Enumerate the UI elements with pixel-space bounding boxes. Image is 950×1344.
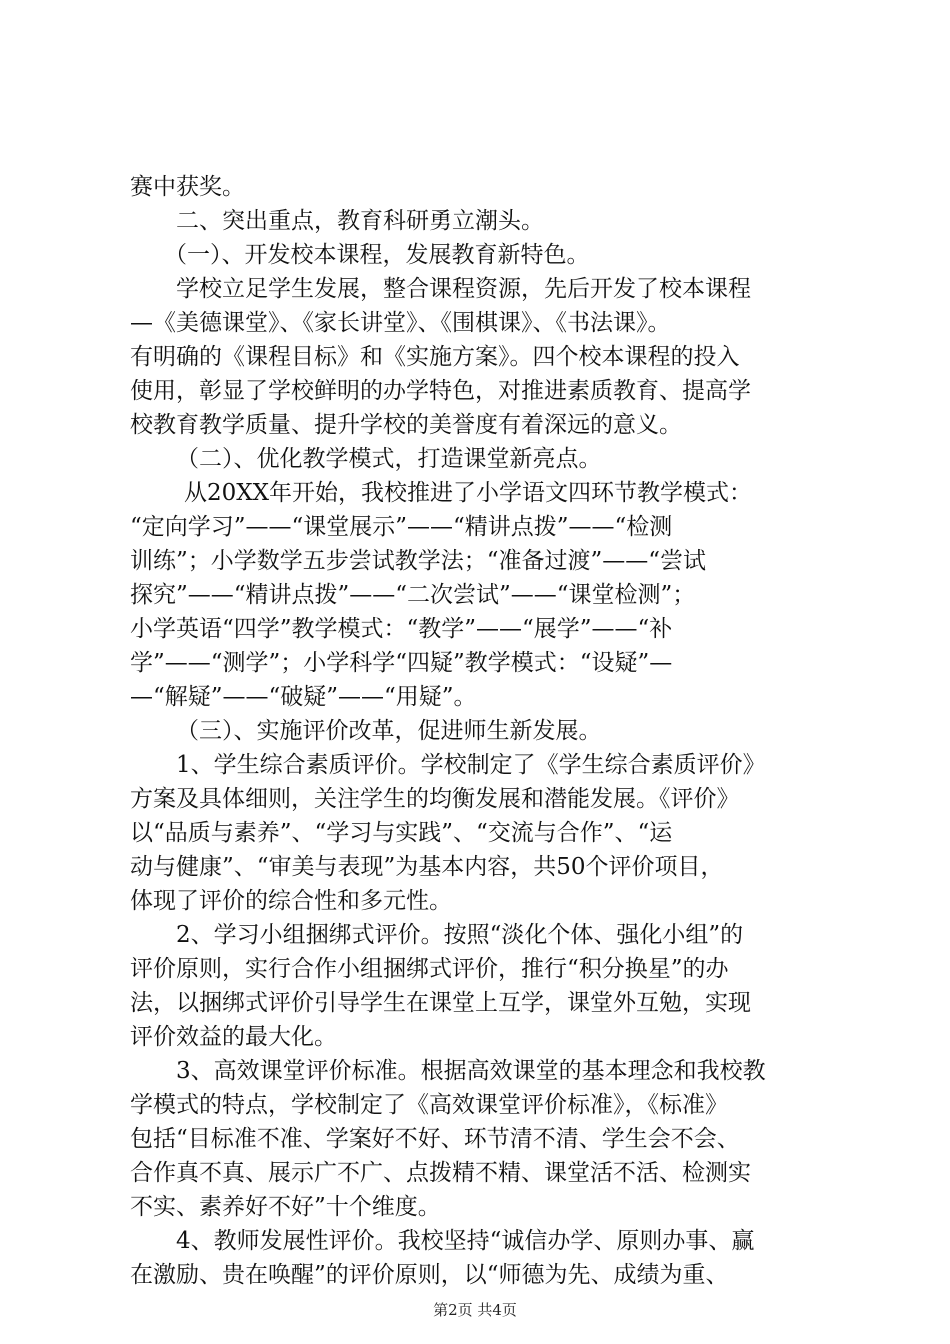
text-line: 训练”；小学数学五步尝试教学法；“准备过渡”——“尝试 <box>130 548 707 574</box>
text-line: 以“品质与素养”、“学习与实践”、“交流与合作”、“运 <box>130 820 673 846</box>
text-line: 校教育教学质量、提升学校的美誉度有着深远的意义。 <box>130 412 682 438</box>
text-line: 4、教师发展性评价。我校坚持“诚信办学、原则办事、赢 <box>176 1228 755 1254</box>
text-line: 学”——“测学”；小学科学“四疑”教学模式：“设疑”— <box>130 650 673 676</box>
text-line: 学模式的特点，学校制定了《高效课堂评价标准》，《标准》 <box>130 1092 728 1118</box>
text-line: 赛中获奖。 <box>130 174 245 200</box>
text-line: 体现了评价的综合性和多元性。 <box>130 888 452 914</box>
text-line: —《美德课堂》、《家长讲堂》、《围棋课》、《书法课》。 <box>130 310 671 336</box>
text-line: 探究”——“精讲点拨”——“二次尝试”——“课堂检测”； <box>130 582 696 608</box>
text-line: 合作真不真、展示广不广、点拨精不精、课堂活不活、检测实 <box>130 1160 751 1186</box>
text-line: “定向学习”——“课堂展示”——“精讲点拨”——“检测 <box>130 514 673 540</box>
text-line: —“解疑”——“破疑”——“用疑”。 <box>130 684 477 710</box>
text-line: 二、突出重点，教育科研勇立潮头。 <box>176 208 544 234</box>
text-line: 2、学习小组捆绑式评价。按照“淡化个体、强化小组”的 <box>176 922 744 948</box>
text-line: 小学英语“四学”教学模式：“教学”——“展学”——“补 <box>130 616 673 642</box>
text-line: 1、学生综合素质评价。学校制定了《学生综合素质评价》 <box>176 752 766 778</box>
text-line: 3、高效课堂评价标准。根据高效课堂的基本理念和我校教 <box>176 1058 766 1084</box>
text-line: 方案及具体细则，关注学生的均衡发展和潜能发展。《评价》 <box>130 786 740 812</box>
text-line: 有明确的《课程目标》和《实施方案》。四个校本课程的投入 <box>130 344 740 370</box>
text-line: （二）、优化教学模式，打造课堂新亮点。 <box>176 446 602 472</box>
document-body <box>130 170 830 1292</box>
text-line: 包括“目标准不准、学案好不好、环节清不清、学生会不会、 <box>130 1126 740 1152</box>
text-line: 评价效益的最大化。 <box>130 1024 337 1050</box>
text-line: 使用，彰显了学校鲜明的办学特色，对推进素质教育、提高学 <box>130 378 751 404</box>
text-line: 动与健康”、“审美与表现”为基本内容，共50个评价项目， <box>130 854 724 880</box>
text-line: 在激励、贵在唤醒”的评价原则，以“师德为先、成绩为重、 <box>130 1262 729 1288</box>
text-line: 评价原则，实行合作小组捆绑式评价，推行“积分换星”的办 <box>130 956 729 982</box>
text-line: 学校立足学生发展，整合课程资源，先后开发了校本课程 <box>176 276 751 302</box>
page-footer: 第2页 共4页 <box>433 1301 517 1319</box>
text-line: 从20XX年开始，我校推进了小学语文四环节教学模式： <box>184 480 753 506</box>
text-line: （一）、开发校本课程，发展教育新特色。 <box>164 242 590 268</box>
text-line: （三）、实施评价改革，促进师生新发展。 <box>176 718 602 744</box>
text-line: 不实、素养好不好”十个维度。 <box>130 1194 441 1220</box>
text-line: 法，以捆绑式评价引导学生在课堂上互学，课堂外互勉，实现 <box>130 990 751 1016</box>
